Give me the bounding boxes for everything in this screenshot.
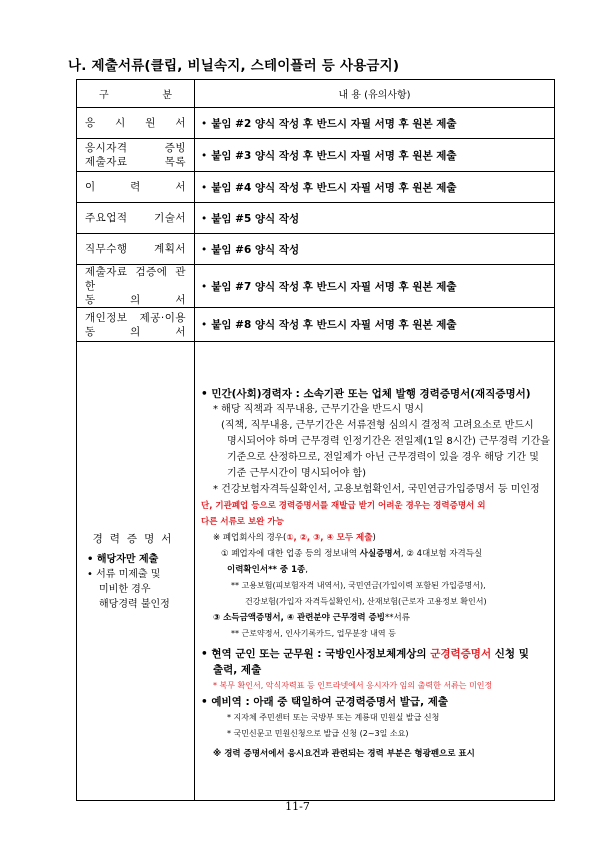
bullet-icon: • — [201, 280, 208, 293]
experience-content-cell: • 민간(사회)경력자 : 소속기관 또는 업체 발행 경력증명서(재직증명서) * 해당 직책과 직무내용, 근무기간을 반드시 명시 (직책, 직무내용, 근무기간은 서류전형 심의시 결정적 고려요소로 반드시 명시되어야 하며 근무경력 인정기간은 전일제(1일 8시간) 근무경력 기간을 기준으로 산정하므로, 전일제가 아닌 근무경력이 있을 경우 해당 기간 및 기준 근무시간이 명시되어야 함) * 건강보험자격득실확인서, 고용보험확인서, 국민연금가입증명서 등 미인정 단, 기관폐업 등으로 경력증명서를 재발급 받기 어려운 경우는 경력증명서 외 다른 서류로 보완 가능 ※ 폐업회사의 경우(①, ②, ③, ④ 모두 제출) ① 폐업자에 대한 업종 등의 정보내역 사실증명서, ② 4대보험 자격득실 이력확인서** 중 1종, ** 고용보험(피보험자격 내역서), 국민연금(가입이력 포함된 가입증명서), 건강보험(가입자 자격득실확인서), 산재보험(근로자 고용정보 확인서) ③ 소득금액증명서, ④ 관련분야 근무경력 증빙**서류 ** 근로약정서, 인사기록카드, 업무분장 내역 등 • 현역 군인 또는 군무원 : 국방인사정보체계상의 군경력증명서 신청 및 출력, 제출 * 복무 확인서, 악식자력표 등 인트라넷에서 응시자가 임의 출력한 서류는 미인정 • 예비역 : 아래 중 택일하여 군경력증명서 발급, 제출 * 지자체 주민센터 또는 국방부 또는 계룡대 민원실 발급 신청 * 국민신문고 민원신청으로 발급 신청 (2~3일 소요) ※ 경력 증명서에서 응시요건과 관련되는 경력 부분은 형광펜으로 표시 — [195, 342, 555, 801]
bullet-icon: • — [201, 181, 208, 194]
table-row — [77, 308, 555, 342]
bullet-icon: • — [201, 212, 208, 225]
bullet-icon: • — [201, 388, 208, 400]
row-label: 제출자료 검증에 관한 동 의 서 — [77, 265, 195, 308]
table-row-experience — [77, 342, 555, 801]
row-label: 이 력 서 — [77, 172, 195, 203]
experience-note: • 해당자만 제출 • 서류 미제출 및 미비한 경우 해당경력 불인정 — [87, 553, 170, 610]
bullet-icon: • — [201, 149, 208, 162]
table-row — [77, 108, 555, 139]
experience-title: 경력증명서 — [92, 532, 179, 545]
bullet-icon: • — [201, 243, 208, 256]
bullet-icon: • — [201, 117, 208, 130]
header-content: 내 용 (유의사항) — [195, 80, 555, 108]
row-content: • 붙임 #6 양식 작성 — [195, 234, 555, 265]
bullet-icon: • — [201, 696, 208, 708]
header-category: 구 분 — [77, 80, 195, 108]
table-header-row — [77, 80, 555, 108]
bullet-icon: • — [201, 319, 208, 331]
bullet-icon: • — [201, 648, 208, 660]
table-row — [77, 265, 555, 308]
table-row — [77, 139, 555, 172]
row-content: • 붙임 #2 양식 작성 후 반드시 자필 서명 후 원본 제출 — [195, 108, 555, 139]
bullet-icon: • — [87, 553, 94, 565]
section-heading: 나. 제출서류(클립, 비닐속지, 스테이플러 등 사용금지) — [68, 58, 400, 74]
bullet-icon: • — [87, 568, 93, 580]
row-label: 개인정보 제공·이용 동 의 서 — [77, 308, 195, 342]
table-row — [77, 172, 555, 203]
row-label: 주요업적 기술서 — [77, 203, 195, 234]
row-content: • 붙임 #8 양식 작성 후 반드시 자필 서명 후 원본 제출 — [195, 308, 555, 342]
row-label: 응시자격 증빙 제출자료 목록 — [77, 139, 195, 172]
row-label: 응 시 원 서 — [77, 108, 195, 139]
row-content: • 붙임 #3 양식 작성 후 반드시 자필 서명 후 원본 제출 — [195, 139, 555, 172]
submission-documents-table — [76, 79, 555, 801]
table-row — [77, 203, 555, 234]
table-row — [77, 234, 555, 265]
row-content: • 붙임 #7 양식 작성 후 반드시 자필 서명 후 원본 제출 — [195, 265, 555, 308]
experience-label-cell — [77, 342, 195, 801]
row-content: • 붙임 #4 양식 작성 후 반드시 자필 서명 후 원본 제출 — [195, 172, 555, 203]
page-number: 11-7 — [285, 800, 310, 813]
row-label: 직무수행 계획서 — [77, 234, 195, 265]
row-content: • 붙임 #5 양식 작성 — [195, 203, 555, 234]
